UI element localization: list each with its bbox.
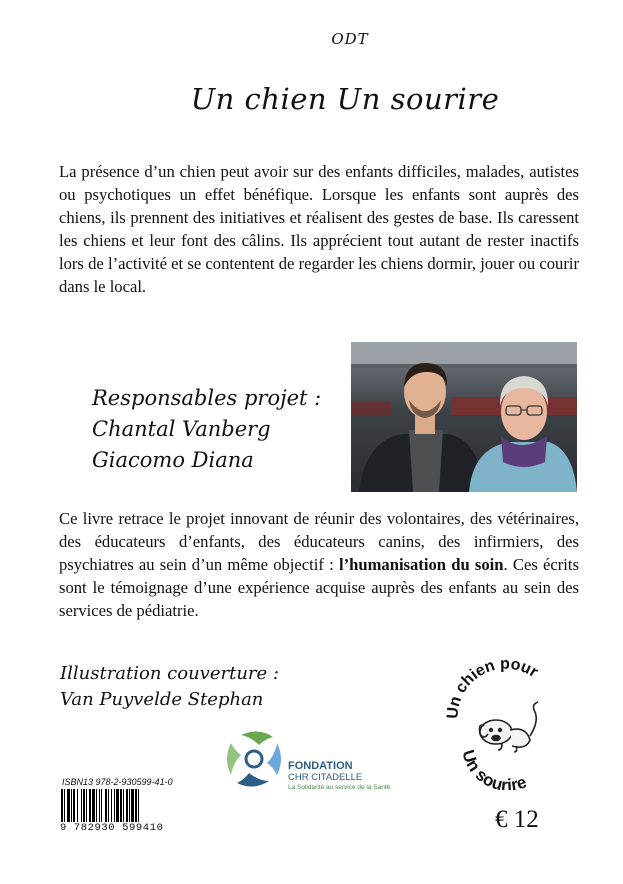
isbn-label: ISBN13 978-2-930599-41-0	[62, 777, 173, 787]
project-leads	[92, 383, 321, 476]
fondation-tagline: La Solidarité au service de la Santé	[288, 784, 391, 791]
authors-photo	[351, 342, 577, 492]
publisher-name: ODT	[331, 30, 369, 48]
svg-text:Un sourire	[458, 748, 529, 790]
badge-bottom-text: Un sourire	[458, 747, 530, 790]
fondation-name: FONDATION	[288, 760, 353, 772]
fondation-logo-icon	[219, 727, 289, 791]
illustration-label: Illustration couverture :	[60, 663, 279, 684]
description-text: Ce livre retrace le projet innovant de réunir des volontaires, des vétérinaires, des éducateurs d’enfants, des éducateurs canins, des infirmiers, des psychiatres au sein d’un même objectif :	[59, 509, 579, 574]
intro-paragraph: La présence d’un chien peut avoir sur des enfants difficiles, malades, autistes ou psychotiques un effet bénéfique. Lorsque les enfants sont auprès des chiens, ils prennent des initiatives et réalisent des gestes de base. Ils caressent les chiens et leur font des câlins. Ils apprécient tout autant de rester inactifs lors de l’activité et se contentent de regarder les chiens dormir, jouer ou courir dans le local.	[59, 162, 579, 296]
description-text-end: . Ces écrits sont le témoignage d’une expérience acquise auprès des enfants au sein des services de pédiatrie.	[59, 555, 579, 620]
fondation-subname: CHR CITADELLE	[288, 772, 363, 783]
illustration-credit	[60, 661, 279, 713]
badge-top-text: Un chien pour	[444, 660, 541, 720]
project-lead-name: Chantal Vanberg	[92, 417, 271, 441]
svg-text:Un chien pour	[444, 660, 540, 719]
price: € 12	[495, 806, 539, 833]
illustrator-name: Van Puyvelde Stephan	[60, 689, 264, 710]
puppy-icon	[480, 702, 539, 752]
book-title: Un chien Un sourire	[190, 82, 500, 116]
description-bold: l’humanisation du soin	[339, 555, 504, 574]
description-paragraph	[59, 507, 579, 622]
project-leads-label: Responsables projet :	[92, 386, 322, 410]
un-chien-pour-un-sourire-badge	[440, 660, 570, 790]
fondation-text	[288, 760, 390, 791]
project-lead-name: Giacomo Diana	[92, 448, 254, 472]
barcode-digits: 9 782930 599410	[60, 822, 164, 834]
